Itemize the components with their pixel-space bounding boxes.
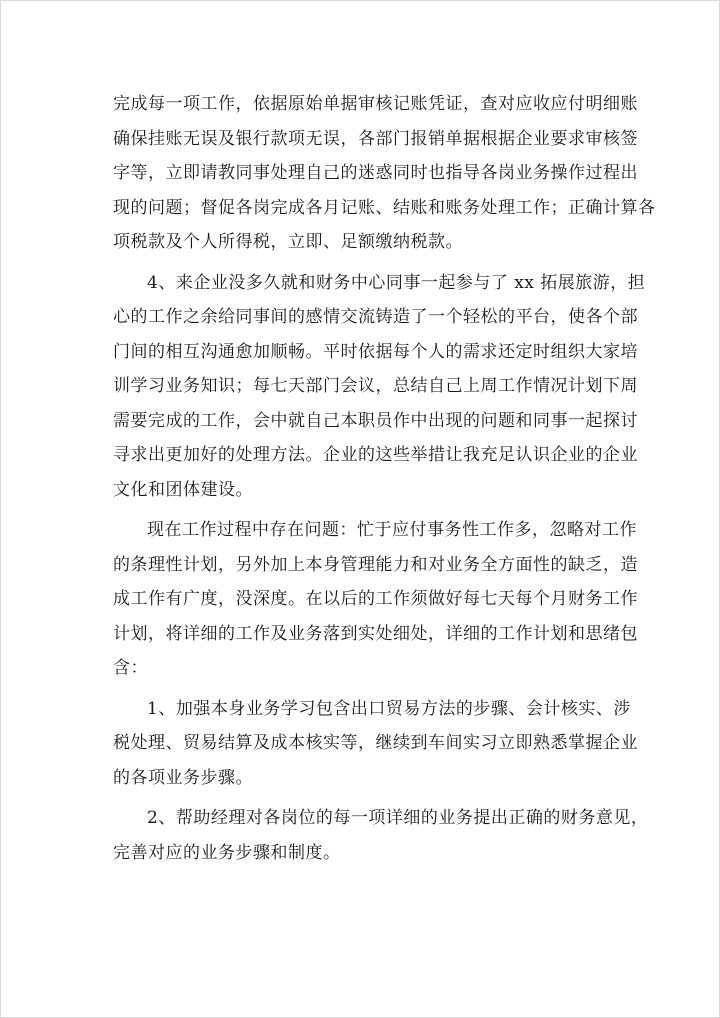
paragraph-5 <box>113 801 649 870</box>
paragraph-1 <box>113 87 656 260</box>
text-line: 含： <box>113 658 148 678</box>
text-line: 确保挂账无误及银行款项无误，各部门报销单据根据企业要求审核签 <box>113 128 638 149</box>
text-line: 计划，将详细的工作及业务落到实处细处，详细的工作计划和思绪包 <box>113 623 638 644</box>
text-line: 文化和团体建设。 <box>113 479 253 500</box>
text-line: 心的工作之余给同事间的感情交流铸造了一个轻松的平台，使各个部 <box>113 307 638 327</box>
text-line: 需要完成的工作，会中就自己本职员作中出现的问题和同事一起探讨 <box>113 410 638 431</box>
text-line: 训学习业务知识；每七天部门会议，总结自己上周工作情况计划下周 <box>113 376 638 396</box>
text-line: 寻求出更加好的处理方法。企业的这些举措让我充足认识企业的企业 <box>113 445 638 465</box>
paragraph-2 <box>113 266 646 508</box>
document-body <box>113 87 656 876</box>
text-line: 成工作有广度，没深度。在以后的工作须做好每七天每个月财务工作 <box>113 589 638 609</box>
paragraph-3 <box>113 513 638 686</box>
paragraph-4 <box>113 692 638 796</box>
text-line: 的各项业务步骤。 <box>113 767 253 788</box>
text-line: 1、加强本身业务学习包含出口贸易方法的步骤、会计核实、涉 <box>147 698 631 719</box>
text-line: 2、帮助经理对各岗位的每一项详细的业务提出正确的财务意见， <box>147 808 649 828</box>
text-line: 现在工作过程中存在问题：忙于应付事务性工作多，忽略对工作 <box>147 520 637 540</box>
text-line: 4、来企业没多久就和财务中心同事一起参与了 xx 拓展旅游，担 <box>147 272 646 293</box>
text-line: 完成每一项工作，依据原始单据审核记账凭证，查对应收应付明细账 <box>113 94 638 114</box>
text-line: 的条理性计划，另外加上本身管理能力和对业务全方面性的缺乏，造 <box>113 554 638 575</box>
text-line: 现的问题；督促各岗完成各月记账、结账和账务处理工作；正确计算各 <box>113 197 656 218</box>
text-line: 门间的相互沟通愈加顺畅。平时依据每个人的需求还定时组织大家培 <box>113 341 638 362</box>
text-line: 字等，立即请教同事处理自己的迷惑同时也指导各岗业务操作过程出 <box>113 163 638 183</box>
text-line: 税处理、贸易结算及成本核实等，继续到车间实习立即熟悉掌握企业 <box>113 733 638 753</box>
text-line: 完善对应的业务步骤和制度。 <box>113 842 341 863</box>
text-line: 项税款及个人所得税，立即、足额缴纳税款。 <box>113 232 463 252</box>
